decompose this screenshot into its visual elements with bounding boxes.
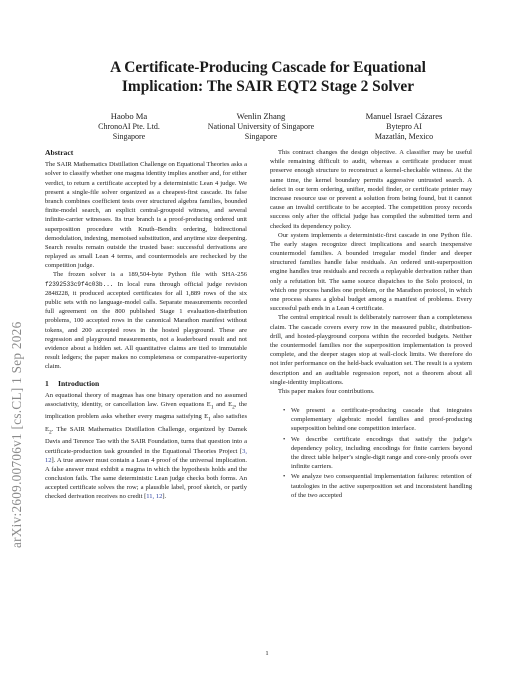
left-column: [45, 148, 247, 502]
section-title: Introduction: [58, 378, 100, 388]
body-paragraph-2: Our system implements a deterministic-first cascade in one Python file. The early stages recognize direct implications and search inexpensive countermodel families. A bounded irregular model finder and deeper structured families handle false residuals. An ordered unit-superposition engine handles true residuals and records a replayable derivation rather than only a refutation bit. The same source dispatches to the Solo protocol, in which one process handles one problem, or the Marathon protocol, in which one process shares a global budget among a manifest of problems. Every successful path ends in a Lean 4 certificate.: [270, 231, 472, 313]
author-name: Haobo Ma: [110, 111, 148, 121]
author-affiliation: Bytepro AI: [386, 122, 422, 131]
body-paragraph-3: The central empirical result is deliberately narrower than a completeness claim. The cascade covers every row in the measured public, distribution-drill, and hosted-playground corpora within the recorded budgets. Neither the countermodel families nor the superposition implementation is proved complete, and the deeper stages stop at wall-clock limits. We therefore do not infer performance on the held-back evaluation set. The result is a system description and an auditable regression report, not a theorem about all single-identity implications.: [270, 314, 472, 386]
contributions-list: [270, 406, 472, 500]
bullet-icon: •: [283, 435, 286, 443]
right-column: [270, 148, 472, 501]
list-item-text: We analyze two consequential implementation failures: retention of tautologies in the active superposition set and inconsistent handling of the two accepted: [291, 473, 472, 499]
author-name: Wenlin Zhang: [236, 111, 286, 121]
citation-link[interactable]: 3, 12: [45, 447, 247, 464]
intro-text: , the implication problem asks whether every magma satisfying E: [45, 400, 247, 421]
author-name: Manuel Israel Cázares: [365, 111, 443, 121]
list-item-text: We describe certificate encodings that satisfy the judge’s dependency policy, including encodings for finite carriers beyond the direct table helper’s single-digit range and core-only proofs over infinite carriers.: [291, 435, 472, 471]
author-affiliation: National University of Singapore: [207, 122, 315, 131]
body-paragraph-1: This contract changes the design objective. A classifier may be useful while remaining difficult to audit, whereas a certificate producer must preserve enough structure to reconstruct a kernel-checkable witness. At the same time, the kernel boundary permits aggressive untrusted search. A defect in our term ordering, unifier, model finder, or certificate printer may increase resource use or prevent a solution from being found, but it cannot cause an invalid certificate to be accepted. The competition proxy records success only after the official judge has compiled the submitted term and checked its dependency policy.: [270, 149, 472, 230]
bullet-icon: •: [283, 407, 286, 415]
title-line-1: A Certificate-Producing Cascade for Equational: [110, 59, 426, 76]
arxiv-identifier: arXiv:2609.00706v1 [cs.CL] 1 Sep 2026: [9, 321, 24, 548]
page-number: 1: [265, 650, 269, 657]
list-item: [283, 406, 472, 434]
abstract-text: In local runs through official judge revision 2848228, it produced accepted certificates for all 1,889 rows of the six public sets with no language-model calls. Separate measurements recorded full agreement on the 800 published Stage 1 evaluation-distribution problems, 100 accepted rows in the canonical Marathon manifest without tokens, and 200 accepted rows in the hosted playground. These are regression and playground measurements, not a leaderboard result and not evidence about a hidden set. All quantitative claims are tied to immutable result ledgers; the paper makes no completeness or comparative-superiority claim.: [45, 280, 248, 371]
subscript: 2: [49, 429, 52, 436]
title-line-2: Implication: The SAIR EQT2 Stage 2 Solver: [121, 78, 415, 95]
abstract-paragraph-2: [45, 270, 247, 371]
section-number: 1: [45, 378, 49, 388]
spacer: [270, 396, 472, 406]
intro-text: ]. A true answer must contain a Lean 4 proof of the universal implication. A false answer must exhibit a magma in which the hypothesis holds and the conclusion fails. The same deterministic Lean judge checks both forms. An accepted certificate solves the row; a plausible label, proof sketch, or partly checked derivation receives no credit [: [45, 456, 247, 501]
author-block-2: [186, 111, 336, 142]
paper-title: [60, 58, 476, 96]
intro-text: and E: [213, 400, 233, 408]
subscript: 2: [232, 404, 235, 411]
intro-text: An equational theory of magmas has one binary operation and no assumed associativity, identity, or cancellation law. Given equations E: [45, 391, 247, 408]
author-affiliation: ChronoAI Pte. Ltd.: [98, 122, 160, 131]
subscript: 1: [210, 404, 214, 411]
author-block-1: [70, 111, 188, 142]
citation-link[interactable]: 11, 12: [146, 493, 163, 501]
author-block-3: [340, 111, 468, 142]
bullet-icon: •: [283, 473, 286, 481]
list-item: [283, 472, 472, 500]
author-location: Mazatlán, Mexico: [374, 132, 434, 141]
sha-hash: f2392533c9f4c03b...: [45, 280, 114, 288]
list-item-text: We present a certificate-producing cascade that integrates complementary algebraic model families and proof-producing superposition behind one competition interface.: [291, 407, 472, 433]
abstract-text: The frozen solver is a 189,504-byte Python file with SHA-256: [53, 271, 247, 279]
section-heading-introduction: [45, 379, 247, 388]
intro-text: . The SAIR Mathematics Distillation Challenge, organized by Damek Davis and Terence Tao with the SAIR Foundation, turns that question into a certificate-production task grounded in the Equational Theories Project [: [45, 425, 247, 455]
abstract-paragraph-1: The SAIR Mathematics Distillation Challenge on Equational Theories asks a solver to classify whether one magma identity implies another and, for either verdict, to return a certificate accepted by a deterministic Lean 4 judge. We present a single-file solver organized as a cheapest-first cascade. Its false branch combines coefficient tests over structured algebra families, bounded finite-model search, an explicit central-groupoid witness, and several infinite-carrier witnesses. Its true branch is a proof-producing ordered unit superposition procedure with Knuth–Bendix ordering, bidirectional demodulation, indexing, memoised substitution, and anytime size deepening. Search results remain outside the trusted base: successful derivations are replayed as small Lean 4 terms, and countermodels are rechecked by the competition judge.: [45, 161, 248, 270]
abstract-heading: Abstract: [45, 148, 74, 157]
intro-text: ].: [162, 493, 167, 501]
author-location: Singapore: [112, 132, 146, 141]
body-paragraph-4: This paper makes four contributions.: [278, 387, 375, 395]
author-location: Singapore: [244, 132, 278, 141]
intro-text: also satisfies E: [45, 413, 247, 433]
list-item: [283, 435, 472, 472]
intro-paragraph-1: [45, 391, 247, 502]
subscript: 1: [208, 416, 211, 423]
